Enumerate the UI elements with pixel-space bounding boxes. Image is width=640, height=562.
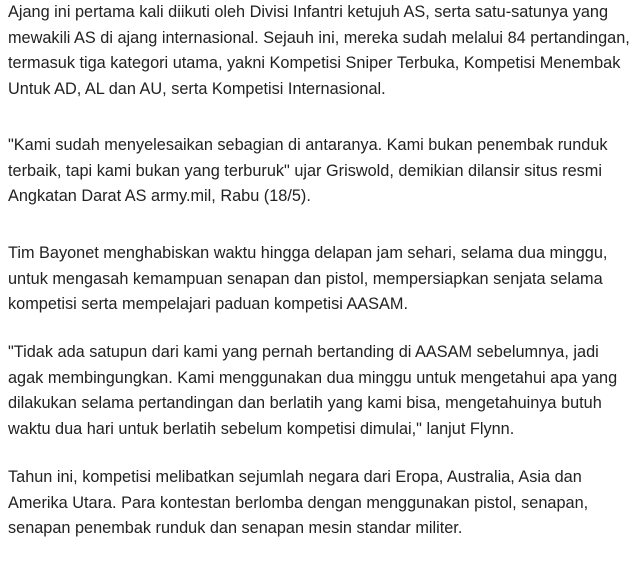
paragraph-line: agak membingungkan. Kami menggunakan dua minggu untuk mengetahui apa yang	[8, 368, 618, 387]
paragraph-line: dilakukan selama pertandingan dan berlatih yang kami bisa, mengetahuinya butuh	[8, 394, 602, 412]
paragraph-line: kompetisi serta mempelajari paduan kompetisi AASAM.	[8, 295, 408, 313]
paragraph-line: senapan penembak runduk dan senapan mesin standar militer.	[8, 519, 463, 537]
paragraph-line: mewakili AS di ajang internasional. Sejauh ini, mereka sudah melalui 84 pertandingan,	[8, 28, 630, 47]
paragraph-line: waktu dua hari untuk berlatih sebelum kompetisi dimulai," lanjut Flynn.	[8, 419, 515, 438]
paragraph-line: untuk mengasah kemampuan senapan dan pistol, mempersiapkan senjata selama	[8, 269, 603, 288]
paragraph-line: Tim Bayonet menghabiskan waktu hingga delapan jam sehari, selama dua minggu,	[8, 244, 608, 262]
paragraph-line: Ajang ini pertama kali diikuti oleh Divisi Infantri ketujuh AS, serta satu-satunya yang	[8, 3, 609, 21]
paragraph-line: "Kami sudah menyelesaikan sebagian di antaranya. Kami bukan penembak runduk	[8, 136, 608, 154]
paragraph-line: Angkatan Darat AS army.mil, Rabu (18/5).	[8, 187, 311, 205]
paragraph-3	[8, 241, 607, 318]
paragraph-line: terbaik, tapi kami bukan yang terburuk" ujar Griswold, demikian dilansir situs resmi	[8, 161, 602, 180]
paragraph-line: "Tidak ada satupun dari kami yang pernah bertanding di AASAM sebelumnya, jadi	[8, 343, 599, 361]
paragraph-line: Tahun ini, kompetisi melibatkan sejumlah negara dari Eropa, Australia, Asia dan	[8, 468, 582, 486]
paragraph-2	[8, 133, 608, 210]
paragraph-4	[8, 340, 617, 442]
paragraph-line: Amerika Utara. Para kontestan berlomba dengan menggunakan pistol, senapan,	[8, 493, 589, 512]
paragraph-1	[8, 0, 630, 102]
paragraph-5	[8, 465, 588, 542]
paragraph-line: termasuk tiga kategori utama, yakni Kompetisi Sniper Terbuka, Kompetisi Menembak	[8, 54, 621, 72]
paragraph-line: Untuk AD, AL dan AU, serta Kompetisi Internasional.	[8, 79, 386, 98]
